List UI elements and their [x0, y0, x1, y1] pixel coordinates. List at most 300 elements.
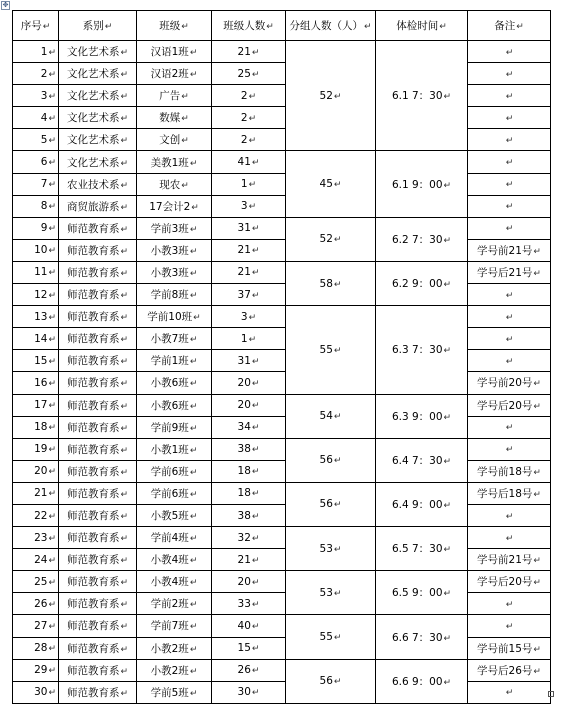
paragraph-mark-icon: ↵: [443, 677, 452, 688]
table-row: [13, 438, 551, 460]
department-cell: [59, 217, 137, 239]
note-cell-text: 学号后18号: [477, 487, 533, 500]
department-cell-text: 师范教育系: [66, 620, 120, 633]
department-cell: [59, 129, 137, 151]
note-cell: [468, 549, 551, 571]
department-cell-text: 师范教育系: [66, 576, 120, 589]
note-cell: [468, 394, 551, 416]
paragraph-mark-icon: ↵: [120, 489, 129, 500]
paragraph-mark-icon: ↵: [120, 70, 129, 81]
paragraph-mark-icon: ↵: [333, 91, 342, 102]
group-size-cell-text: 56: [319, 675, 333, 688]
paragraph-mark-icon: ↵: [189, 445, 198, 456]
class-cell-text: 小教3班: [150, 244, 189, 257]
table-row: [13, 394, 551, 416]
note-cell: [468, 306, 551, 328]
note-cell: [468, 151, 551, 173]
row-number: [13, 549, 59, 571]
row-number: [13, 593, 59, 615]
table-row: [13, 615, 551, 637]
department-cell-text: 师范教育系: [66, 664, 120, 677]
department-cell: [59, 438, 137, 460]
paragraph-mark-icon: ↵: [533, 401, 541, 412]
row-number-text: 9: [40, 222, 48, 235]
table-row: [13, 637, 551, 659]
class-cell-text: 17会计2: [149, 200, 191, 213]
paragraph-mark-icon: ↵: [505, 113, 514, 124]
department-cell: [59, 63, 137, 85]
exam-time-cell: [376, 571, 468, 615]
paragraph-mark-icon: ↵: [189, 158, 198, 169]
paragraph-mark-icon: ↵: [120, 291, 129, 302]
department-cell: [59, 195, 137, 217]
paragraph-mark-icon: ↵: [251, 688, 260, 699]
class-cell-text: 美教1班: [150, 156, 189, 169]
row-number-text: 7: [40, 178, 48, 191]
table-row: [13, 129, 551, 151]
paragraph-mark-icon: ↵: [189, 666, 198, 677]
paragraph-mark-icon: ↵: [189, 556, 198, 567]
class-size-cell: [212, 527, 286, 549]
department-cell: [59, 681, 137, 703]
paragraph-mark-icon: ↵: [505, 511, 514, 522]
paragraph-mark-icon: ↵: [505, 47, 514, 58]
row-number-text: 29: [34, 664, 48, 677]
paragraph-mark-icon: ↵: [505, 423, 514, 434]
group-size-cell: [286, 571, 376, 615]
department-cell: [59, 328, 137, 350]
row-number-text: 17: [34, 399, 48, 412]
paragraph-mark-icon: ↵: [248, 91, 257, 102]
note-cell-text: 学号后21号: [477, 266, 533, 279]
class-cell: [137, 195, 212, 217]
class-size-cell: [212, 438, 286, 460]
table-row: [13, 460, 551, 482]
paragraph-mark-icon: ↵: [333, 345, 342, 356]
department-cell-text: 师范教育系: [66, 421, 120, 434]
exam-time-cell-text: 6.5 9：00: [391, 587, 443, 600]
table-row: [13, 41, 551, 63]
group-size-cell: [286, 306, 376, 394]
class-size-cell: [212, 549, 286, 571]
note-cell: [468, 681, 551, 703]
department-cell: [59, 107, 137, 129]
paragraph-mark-icon: ↵: [120, 401, 129, 412]
class-cell: [137, 416, 212, 438]
class-cell: [137, 107, 212, 129]
row-number-text: 20: [34, 465, 48, 478]
paragraph-mark-icon: ↵: [48, 644, 56, 655]
paragraph-mark-icon: ↵: [248, 312, 257, 323]
paragraph-mark-icon: ↵: [251, 621, 260, 632]
department-cell-text: 文化艺术系: [66, 156, 120, 169]
class-cell: [137, 438, 212, 460]
row-number: [13, 482, 59, 504]
table-row: [13, 350, 551, 372]
group-size-cell-text: 55: [319, 343, 333, 356]
class-size-cell-text: 21: [237, 244, 251, 257]
department-cell-text: 师范教育系: [66, 642, 120, 655]
paragraph-mark-icon: ↵: [505, 312, 514, 323]
table-row: [13, 593, 551, 615]
paragraph-mark-icon: ↵: [251, 666, 260, 677]
class-cell: [137, 306, 212, 328]
paragraph-mark-icon: ↵: [120, 335, 129, 346]
class-size-cell-text: 18: [237, 465, 251, 478]
row-number: [13, 681, 59, 703]
paragraph-mark-icon: ↵: [251, 511, 260, 522]
class-cell: [137, 571, 212, 593]
exam-time-cell-text: 6.4 7：30: [391, 454, 443, 467]
row-number-text: 11: [34, 266, 48, 279]
department-cell: [59, 593, 137, 615]
class-size-cell-text: 37: [237, 288, 251, 301]
paragraph-mark-icon: ↵: [120, 423, 129, 434]
table-row: [13, 681, 551, 703]
class-cell: [137, 350, 212, 372]
paragraph-mark-icon: ↵: [120, 136, 129, 147]
paragraph-mark-icon: ↵: [251, 445, 260, 456]
row-number-text: 10: [34, 244, 48, 257]
class-cell: [137, 173, 212, 195]
paragraph-mark-icon: ↵: [189, 379, 198, 390]
class-cell-text: 学前3班: [150, 222, 189, 235]
department-cell-text: 商贸旅游系: [66, 200, 120, 213]
class-size-cell-text: 38: [237, 443, 251, 456]
department-cell-text: 师范教育系: [66, 554, 120, 567]
class-size-cell: [212, 306, 286, 328]
paragraph-mark-icon: ↵: [505, 599, 514, 610]
exam-time-cell-text: 6.6 7：30: [391, 631, 443, 644]
class-cell: [137, 217, 212, 239]
department-cell: [59, 173, 137, 195]
paragraph-mark-icon: ↵: [120, 534, 129, 545]
paragraph-mark-icon: ↵: [505, 69, 514, 80]
paragraph-mark-icon: ↵: [120, 92, 129, 103]
table-row: [13, 217, 551, 239]
paragraph-mark-icon: ↵: [248, 135, 257, 146]
paragraph-mark-icon: ↵: [443, 633, 452, 644]
paragraph-mark-icon: ↵: [48, 401, 56, 412]
row-number: [13, 239, 59, 261]
department-cell-text: 文化艺术系: [66, 112, 120, 125]
paragraph-mark-icon: ↵: [333, 677, 342, 688]
group-size-cell: [286, 615, 376, 659]
paragraph-mark-icon: ↵: [48, 69, 56, 80]
class-size-cell-text: 2: [240, 89, 248, 102]
group-size-cell-text: 56: [319, 498, 333, 511]
group-size-cell: [286, 394, 376, 438]
header-no: 序号↵: [13, 11, 59, 41]
row-number: [13, 328, 59, 350]
paragraph-mark-icon: ↵: [48, 47, 56, 58]
table-row: [13, 527, 551, 549]
header-note: 备注↵: [468, 11, 551, 41]
class-cell-text: 小教2班: [150, 664, 189, 677]
class-cell: [137, 284, 212, 306]
row-number-text: 25: [34, 575, 48, 588]
class-size-cell: [212, 681, 286, 703]
paragraph-mark-icon: ↵: [251, 158, 260, 169]
paragraph-mark-icon: ↵: [443, 456, 452, 467]
paragraph-mark-icon: ↵: [48, 180, 56, 191]
class-cell-text: 数媒: [159, 112, 181, 125]
department-cell-text: 文化艺术系: [66, 134, 120, 147]
paragraph-mark-icon: ↵: [189, 489, 198, 500]
group-size-cell-text: 53: [319, 586, 333, 599]
group-size-cell: [286, 438, 376, 482]
class-size-cell-text: 34: [237, 421, 251, 434]
department-cell: [59, 261, 137, 283]
class-size-cell: [212, 63, 286, 85]
class-cell-text: 学前9班: [150, 421, 189, 434]
paragraph-mark-icon: ↵: [533, 556, 541, 567]
row-number: [13, 261, 59, 283]
header-class-size: 班级人数↵: [212, 11, 286, 41]
paragraph-mark-icon: ↵: [48, 158, 56, 169]
note-cell: [468, 482, 551, 504]
row-number: [13, 195, 59, 217]
group-size-cell: [286, 41, 376, 151]
row-number-text: 26: [34, 597, 48, 610]
exam-time-cell-text: 6.2 9：00: [391, 278, 443, 291]
department-cell-text: 师范教育系: [66, 222, 120, 235]
class-size-cell: [212, 107, 286, 129]
paragraph-mark-icon: ↵: [443, 235, 452, 246]
group-size-cell-text: 52: [319, 233, 333, 246]
paragraph-mark-icon: ↵: [189, 401, 198, 412]
class-cell-text: 小教4班: [150, 554, 189, 567]
paragraph-mark-icon: ↵: [120, 578, 129, 589]
paragraph-mark-icon: ↵: [443, 545, 452, 556]
paragraph-mark-icon: ↵: [120, 644, 129, 655]
paragraph-mark-icon: ↵: [189, 688, 198, 699]
paragraph-mark-icon: ↵: [120, 158, 129, 169]
paragraph-mark-icon: ↵: [48, 423, 56, 434]
paragraph-mark-icon: ↵: [248, 202, 257, 213]
paragraph-mark-icon: ↵: [120, 600, 129, 611]
department-cell-text: 师范教育系: [66, 377, 120, 390]
table-row: [13, 239, 551, 261]
paragraph-mark-icon: ↵: [189, 357, 198, 368]
class-size-cell: [212, 504, 286, 526]
table-row: [13, 372, 551, 394]
exam-time-cell: [376, 659, 468, 703]
group-size-cell-text: 58: [319, 277, 333, 290]
class-cell-text: 小教6班: [150, 377, 189, 390]
paragraph-mark-icon: ↵: [181, 136, 189, 147]
note-cell: [468, 571, 551, 593]
row-number-text: 22: [34, 509, 48, 522]
class-size-cell: [212, 571, 286, 593]
class-size-cell: [212, 85, 286, 107]
group-size-cell: [286, 261, 376, 305]
paragraph-mark-icon: ↵: [48, 688, 56, 699]
paragraph-mark-icon: ↵: [443, 412, 452, 423]
paragraph-mark-icon: ↵: [48, 378, 56, 389]
paragraph-mark-icon: ↵: [120, 622, 129, 633]
class-size-cell-text: 25: [237, 67, 251, 80]
paragraph-mark-icon: ↵: [505, 533, 514, 544]
paragraph-mark-icon: ↵: [251, 423, 260, 434]
paragraph-mark-icon: ↵: [120, 445, 129, 456]
table-move-handle-icon[interactable]: ✥: [2, 1, 9, 9]
paragraph-mark-icon: ↵: [443, 180, 452, 191]
class-size-cell-text: 1: [240, 332, 248, 345]
paragraph-mark-icon: ↵: [189, 467, 198, 478]
note-cell-text: 学号前21号: [477, 244, 533, 257]
paragraph-mark-icon: ↵: [120, 512, 129, 523]
department-cell: [59, 350, 137, 372]
class-size-cell-text: 3: [240, 310, 248, 323]
table-row: [13, 151, 551, 173]
class-size-cell-text: 40: [237, 619, 251, 632]
class-cell: [137, 41, 212, 63]
exam-time-cell-text: 6.1 9：00: [391, 178, 443, 191]
header-exam-time: 体检时间↵: [376, 11, 468, 41]
class-size-cell-text: 20: [237, 575, 251, 588]
department-cell: [59, 284, 137, 306]
row-number: [13, 85, 59, 107]
class-cell: [137, 261, 212, 283]
class-size-cell-text: 3: [240, 200, 248, 213]
department-cell: [59, 416, 137, 438]
class-size-cell-text: 38: [237, 509, 251, 522]
paragraph-mark-icon: ↵: [333, 633, 342, 644]
row-number-text: 14: [34, 332, 48, 345]
paragraph-mark-icon: ↵: [120, 48, 129, 59]
table-row: [13, 63, 551, 85]
paragraph-mark-icon: ↵: [48, 246, 56, 257]
row-number-text: 3: [40, 89, 48, 102]
paragraph-mark-icon: ↵: [333, 500, 342, 511]
header-group-size: 分组人数（人）↵: [286, 11, 376, 41]
note-cell: [468, 372, 551, 394]
class-cell-text: 学前6班: [150, 487, 189, 500]
paragraph-mark-icon: ↵: [48, 511, 56, 522]
paragraph-mark-icon: ↵: [191, 202, 199, 213]
note-cell: [468, 284, 551, 306]
department-cell-text: 文化艺术系: [66, 68, 120, 81]
group-size-cell: [286, 151, 376, 217]
class-cell: [137, 482, 212, 504]
paragraph-mark-icon: ↵: [48, 224, 56, 235]
class-cell: [137, 504, 212, 526]
paragraph-mark-icon: ↵: [333, 180, 342, 191]
note-cell-text: 学号后26号: [477, 664, 533, 677]
header-row: [13, 11, 551, 41]
department-cell-text: 师范教育系: [66, 598, 120, 611]
paragraph-mark-icon: ↵: [248, 334, 257, 345]
note-cell-text: 学号前21号: [477, 554, 533, 567]
note-cell-text: 学号前20号: [477, 377, 533, 390]
class-cell: [137, 460, 212, 482]
paragraph-mark-icon: ↵: [189, 423, 198, 434]
paragraph-mark-icon: ↵: [48, 555, 56, 566]
row-number: [13, 173, 59, 195]
exam-time-cell: [376, 217, 468, 261]
group-size-cell-text: 45: [319, 178, 333, 191]
department-cell: [59, 239, 137, 261]
paragraph-mark-icon: ↵: [251, 599, 260, 610]
class-size-cell-text: 21: [237, 266, 251, 279]
class-size-cell: [212, 239, 286, 261]
class-size-cell: [212, 659, 286, 681]
exam-time-cell-text: 6.3 9：00: [391, 410, 443, 423]
note-cell-text: 学号后20号: [477, 576, 533, 589]
note-cell: [468, 593, 551, 615]
row-number: [13, 129, 59, 151]
paragraph-mark-icon: ↵: [505, 334, 514, 345]
department-cell-text: 师范教育系: [66, 311, 120, 324]
class-size-cell-text: 26: [237, 664, 251, 677]
paragraph-mark-icon: ↵: [48, 467, 56, 478]
paragraph-mark-icon: ↵: [48, 356, 56, 367]
row-number-text: 6: [40, 156, 48, 169]
class-cell: [137, 372, 212, 394]
class-size-cell: [212, 482, 286, 504]
class-cell-text: 汉语2班: [150, 68, 189, 81]
paragraph-mark-icon: ↵: [251, 467, 260, 478]
exam-time-cell-text: 6.5 7：30: [391, 543, 443, 556]
class-cell-text: 学前1班: [150, 355, 189, 368]
class-size-cell-text: 31: [237, 354, 251, 367]
class-cell: [137, 549, 212, 571]
paragraph-mark-icon: ↵: [505, 356, 514, 367]
paragraph-mark-icon: ↵: [48, 577, 56, 588]
row-number-text: 27: [34, 619, 48, 632]
exam-time-cell-text: 6.3 7：30: [391, 344, 443, 357]
exam-time-cell: [376, 41, 468, 151]
department-cell-text: 师范教育系: [66, 510, 120, 523]
class-cell-text: 小教5班: [150, 510, 189, 523]
table-row: [13, 482, 551, 504]
class-size-cell-text: 2: [240, 133, 248, 146]
table-row: [13, 306, 551, 328]
note-cell: [468, 659, 551, 681]
department-cell: [59, 527, 137, 549]
class-cell: [137, 527, 212, 549]
department-cell: [59, 85, 137, 107]
paragraph-mark-icon: ↵: [251, 378, 260, 389]
paragraph-mark-icon: ↵: [189, 622, 198, 633]
paragraph-mark-icon: ↵: [533, 644, 541, 655]
paragraph-mark-icon: ↵: [48, 489, 56, 500]
department-cell-text: 师范教育系: [66, 266, 120, 279]
paragraph-mark-icon: ↵: [120, 666, 129, 677]
group-size-cell: [286, 527, 376, 571]
class-cell: [137, 615, 212, 637]
department-cell-text: 师范教育系: [66, 465, 120, 478]
row-number: [13, 41, 59, 63]
paragraph-mark-icon: ↵: [333, 544, 342, 555]
class-size-cell: [212, 41, 286, 63]
class-size-cell-text: 2: [240, 111, 248, 124]
paragraph-mark-icon: ↵: [505, 158, 514, 169]
paragraph-mark-icon: ↵: [533, 666, 541, 677]
row-number: [13, 438, 59, 460]
exam-time-cell: [376, 438, 468, 482]
paragraph-mark-icon: ↵: [189, 534, 198, 545]
class-cell-text: 汉语1班: [150, 46, 189, 59]
class-size-cell-text: 1: [240, 178, 248, 191]
exam-time-cell: [376, 394, 468, 438]
row-number-text: 12: [34, 288, 48, 301]
exam-time-cell: [376, 151, 468, 217]
class-cell-text: 小教3班: [150, 266, 189, 279]
paragraph-mark-icon: ↵: [48, 334, 56, 345]
paragraph-mark-icon: ↵: [120, 379, 129, 390]
